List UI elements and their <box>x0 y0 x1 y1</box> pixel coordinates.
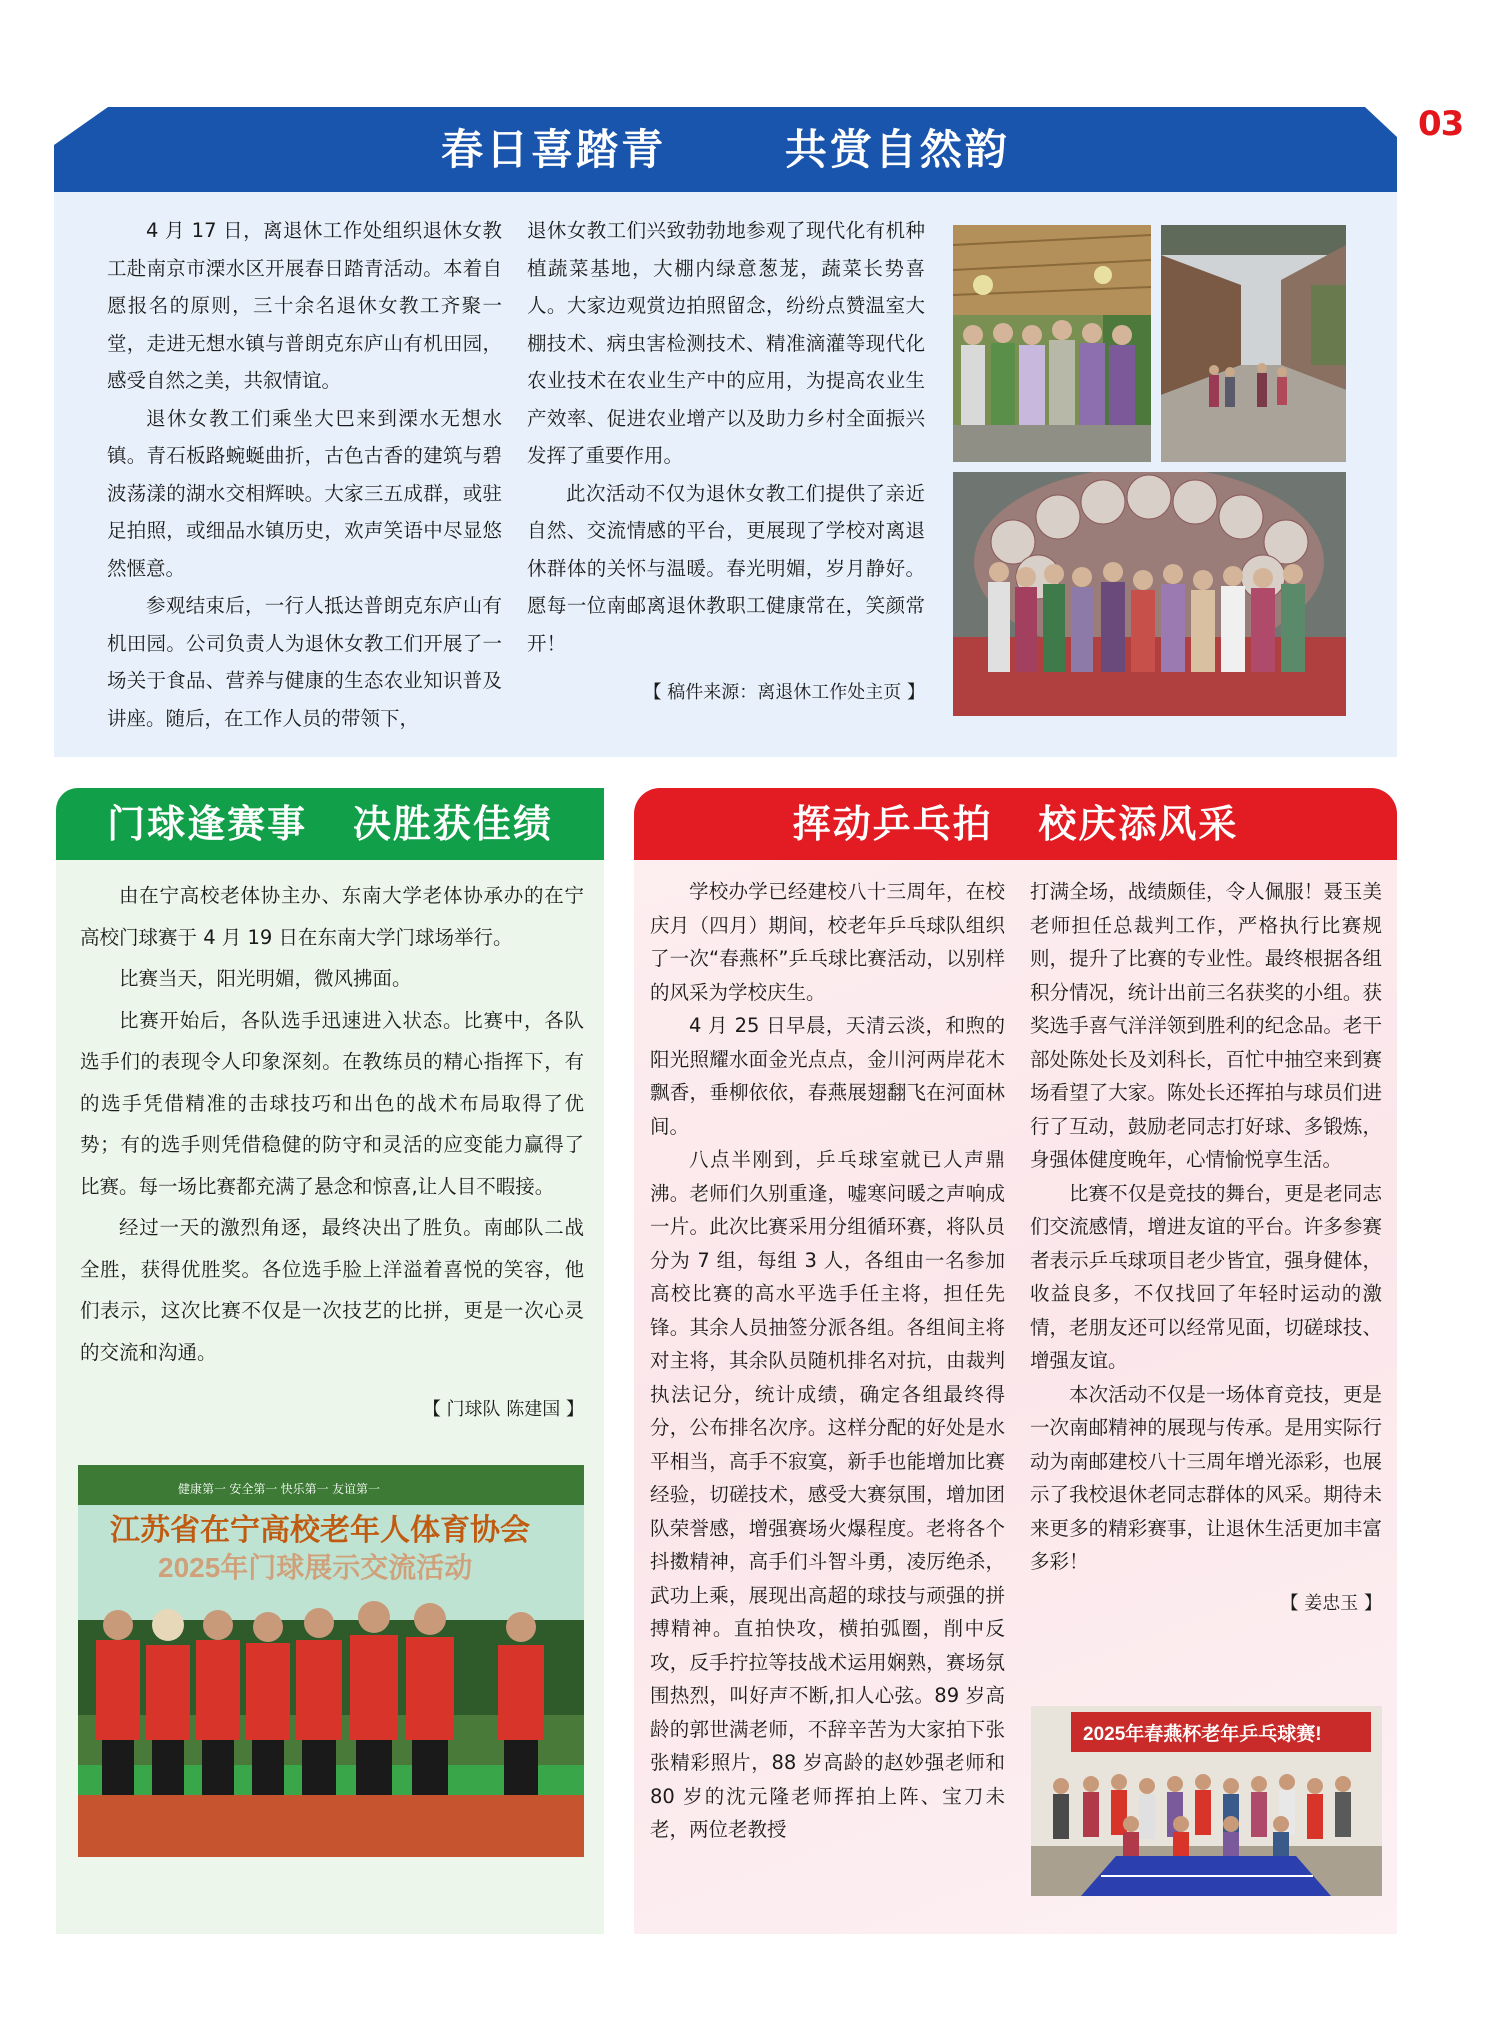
paragraph: 比赛不仅是竞技的舞台，更是老同志们交流感情，增进友谊的平台。许多参赛者表示乒乓球项目老少皆宜，强身健体，收益良多，不仅找回了年轻时运动的激情，老朋友还可以经常见面，切磋球技、增强友谊。 <box>1030 1181 1382 1372</box>
photo-banner-association: 江苏省在宁高校老年人体育协会 <box>110 1514 530 1547</box>
paragraph: 学校办学已经建校八十三周年，在校庆月（四月）期间，校老年乒乓球队组织了一次“春燕杯”乒乓球比赛活动，以别样的风采为学校庆生。 <box>650 880 1005 1004</box>
paragraph: 比赛当天，阳光明媚，微风拂面。 <box>119 967 412 990</box>
pingpong-column-1 <box>650 875 1005 1847</box>
paragraph: 本次活动不仅是一场体育竞技，更是一次南邮精神的展现与传承。是用实际行动为南邮建校八十三周年增光添彩，也展示了我校退休老同志群体的风采。期待未来更多的精彩赛事，让退休生活更加丰富多彩！ <box>1030 1382 1382 1573</box>
gateball-article <box>80 875 584 1431</box>
spring-outing-column-2 <box>527 212 925 712</box>
paragraph: 由在宁高校老体协主办、东南大学老体协承办的在宁高校门球赛于 4 月 19 日在东南大学门球场举行。 <box>80 884 584 949</box>
gateball-title: 门球逢赛事 决胜获佳绩 <box>107 802 553 846</box>
pingpong-column-2 <box>1030 875 1382 1620</box>
spring-outing-column-1 <box>107 212 502 737</box>
paragraph: 经过一天的激烈角逐，最终决出了胜负。南邮队二战全胜，获得优胜奖。各位选手脸上洋溢着喜悦的笑容，他们表示，这次比赛不仅是一次技艺的比拼，更是一次心灵的交流和沟通。 <box>80 1216 584 1364</box>
article-author: 【 姜忠玉 】 <box>1280 1592 1382 1614</box>
paragraph: 退休女教工们兴致勃勃地参观了现代化有机种植蔬菜基地，大棚内绿意葱茏，蔬菜长势喜人。大家边观赏边拍照留念，纷纷点赞温室大棚技术、病虫害检测技术、精准滴灌等现代化农业技术在农业生产中的应用，为提高农业生产效率、促进农业增产以及助力乡村全面振兴发挥了重要作用。 <box>527 219 925 467</box>
paragraph: 此次活动不仅为退休女教工们提供了亲近自然、交流情感的平台，更展现了学校对离退休群体的关怀与温暖。春光明媚，岁月静好。愿每一位南邮离退休教职工健康常在，笑颜常开！ <box>527 481 925 655</box>
photo-group-thatched-roof <box>953 225 1151 462</box>
photo-pingpong-group <box>1031 1706 1382 1896</box>
paragraph: 参观结束后，一行人抵达普朗克东庐山有机田园。公司负责人为退休女教工们开展了一场关于食品、营养与健康的生态农业知识普及讲座。随后，在工作人员的带领下， <box>107 594 502 730</box>
article-author: 【 门球队 陈建国 】 <box>422 1399 584 1420</box>
photo-gateball-team <box>78 1465 584 1857</box>
paragraph: 八点半刚到，乒乓球室就已人声鼎沸。老师们久别重逢，嘘寒问暖之声响成一片。此次比赛采用分组循环赛，将队员分为 7 组，每组 3 人，各组由一名参加高校比赛的高水平选手任主将，担任先锋。其余人员抽签分派各组。各组间主将对主将，其余队员随机排名对抗，由裁判执法记分，统计成绩，确定各组最终得分，公布排名次序。这样分配的好处是水平相当，高手不寂寞，新手也能增加比赛经验，切磋技术，感受大赛氛围，增加团队荣誉感，增强赛场火爆程度。老将各个抖擞精神，高手们斗智斗勇，凌厉绝杀，武功上乘，展现出高超的球技与顽强的拼搏精神。直拍快攻，横拍弧圈，削中反攻，反手拧拉等技战术运用娴熟，赛场氛围热烈，叫好声不断,扣人心弦。89 岁高龄的郭世满老师，不辞辛苦为大家拍下张张精彩照片，88 岁高龄的赵妙强老师和 80 岁的沈元隆老师挥拍上阵、宝刀未老，两位老教授 <box>650 1148 1005 1841</box>
photo-banner-slogan: 健康第一 安全第一 快乐第一 友谊第一 <box>178 1482 381 1496</box>
spring-outing-title: 春日喜踏青 共赏自然韵 <box>441 125 1010 174</box>
photo-water-town-street <box>1161 225 1346 462</box>
paragraph: 4 月 25 日早晨，天清云淡，和煦的阳光照耀水面金光点点，金川河两岸花木飘香，垂柳依依，春燕展翅翻飞在河面林间。 <box>650 1014 1005 1138</box>
paragraph: 比赛开始后，各队选手迅速进入状态。比赛中，各队选手们的表现令人印象深刻。在教练员的精心指挥下，有的选手凭借精准的击球技巧和出色的战术布局取得了优势；有的选手则凭借稳健的防守和灵活的应变能力赢得了比赛。每一场比赛都充满了悬念和惊喜,让人目不暇接。 <box>80 1008 584 1198</box>
photo-banner-event: 2025年门球展示交流活动 <box>158 1552 473 1583</box>
photo-banner-title: 2025年春燕杯老年乒乓球赛! <box>1083 1724 1322 1745</box>
photo-large-group <box>953 472 1346 716</box>
paragraph: 退休女教工们乘坐大巴来到溧水无想水镇。青石板路蜿蜒曲折，古色古香的建筑与碧波荡漾的湖水交相辉映。大家三五成群，或驻足拍照，或细品水镇历史，欢声笑语中尽显悠然惬意。 <box>107 406 502 580</box>
page-number: 03 <box>1418 104 1464 144</box>
pingpong-title: 挥动乒乓拍 校庆添风采 <box>792 802 1239 846</box>
paragraph: 4 月 17 日，离退休工作处组织退休女教工赴南京市溧水区开展春日踏青活动。本着自愿报名的原则，三十余名退休女教工齐聚一堂，走进无想水镇与普朗克东庐山有机田园，感受自然之美，共叙情谊。 <box>107 219 502 392</box>
paragraph: 打满全场，战绩颇佳，令人佩服！聂玉美老师担任总裁判工作，严格执行比赛规则，提升了比赛的专业性。最终根据各组积分情况，统计出前三名获奖的小组。获奖选手喜气洋洋领到胜利的纪念品。老干部处陈处长及刘科长，百忙中抽空来到赛场看望了大家。陈处长还挥拍与球员们进行了互动，鼓励老同志打好球、多锻炼，身强体健度晚年，心情愉悦享生活。 <box>1030 880 1382 1171</box>
article-source: 【 稿件来源：离退休工作处主页 】 <box>643 682 925 703</box>
